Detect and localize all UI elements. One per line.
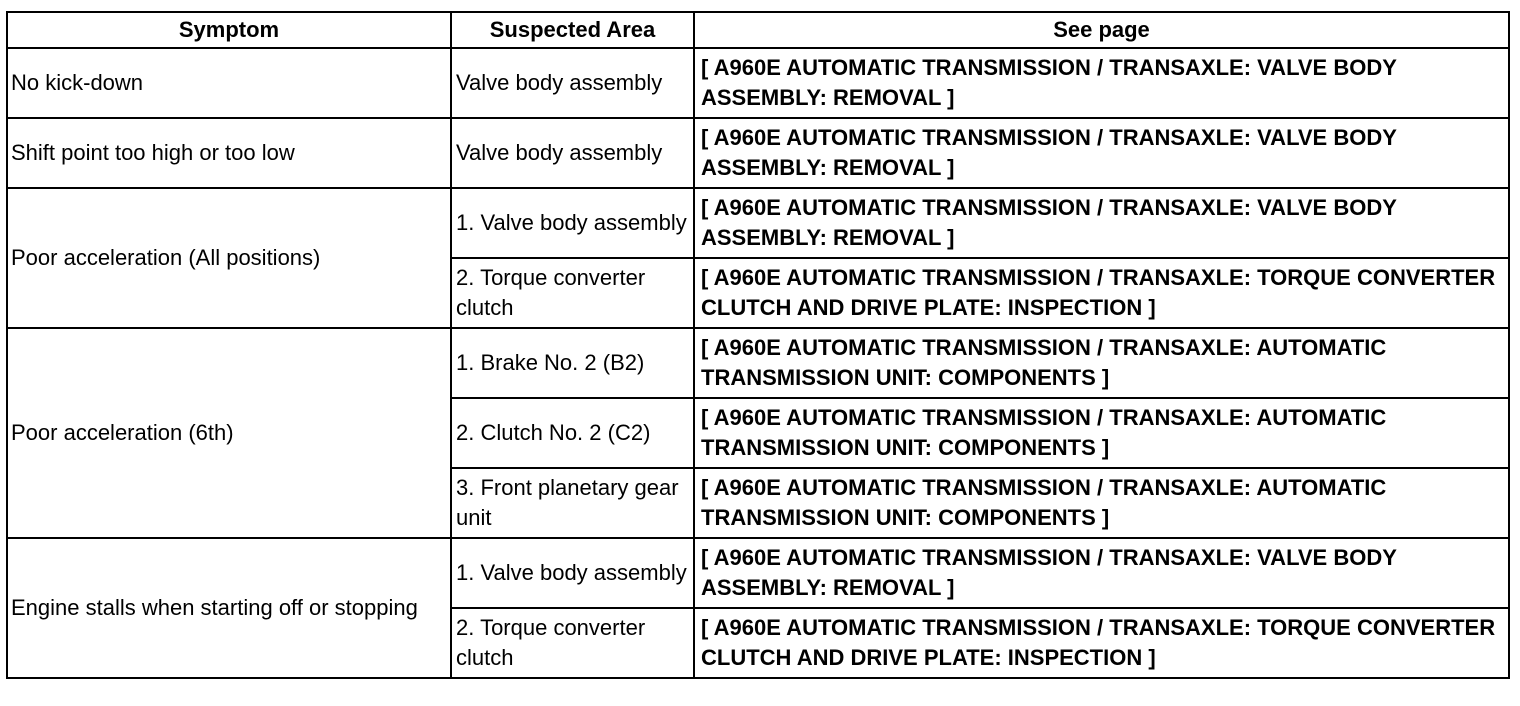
table-row	[7, 118, 1509, 188]
area-cell: 2. Clutch No. 2 (C2)	[451, 398, 694, 468]
header-suspected-area: Suspected Area	[451, 12, 694, 48]
area-cell: 1. Valve body assembly	[451, 188, 694, 258]
area-cell: Valve body assembly	[451, 48, 694, 118]
symptom-cell: No kick-down	[7, 48, 451, 118]
page-link[interactable]: [ A960E AUTOMATIC TRANSMISSION / TRANSAXLE: VALVE BODY ASSEMBLY: REMOVAL ]	[694, 538, 1509, 608]
area-cell: 3. Front planetary gear unit	[451, 468, 694, 538]
page-link[interactable]: [ A960E AUTOMATIC TRANSMISSION / TRANSAXLE: VALVE BODY ASSEMBLY: REMOVAL ]	[694, 48, 1509, 118]
area-cell: 1. Brake No. 2 (B2)	[451, 328, 694, 398]
area-cell: Valve body assembly	[451, 118, 694, 188]
page-link[interactable]: [ A960E AUTOMATIC TRANSMISSION / TRANSAXLE: TORQUE CONVERTER CLUTCH AND DRIVE PLATE: INSPECTION ]	[694, 258, 1509, 328]
table-row	[7, 328, 1509, 398]
area-cell: 2. Torque converter clutch	[451, 258, 694, 328]
page-link[interactable]: [ A960E AUTOMATIC TRANSMISSION / TRANSAXLE: AUTOMATIC TRANSMISSION UNIT: COMPONENTS ]	[694, 398, 1509, 468]
page-link[interactable]: [ A960E AUTOMATIC TRANSMISSION / TRANSAXLE: VALVE BODY ASSEMBLY: REMOVAL ]	[694, 118, 1509, 188]
header-symptom: Symptom	[7, 12, 451, 48]
page-link[interactable]: [ A960E AUTOMATIC TRANSMISSION / TRANSAXLE: VALVE BODY ASSEMBLY: REMOVAL ]	[694, 188, 1509, 258]
symptom-cell: Shift point too high or too low	[7, 118, 451, 188]
symptom-cell: Engine stalls when starting off or stopping	[7, 538, 451, 678]
area-cell: 2. Torque converter clutch	[451, 608, 694, 678]
table-row	[7, 538, 1509, 608]
table-row	[7, 188, 1509, 258]
table-row	[7, 48, 1509, 118]
area-cell: 1. Valve body assembly	[451, 538, 694, 608]
symptom-table	[6, 11, 1510, 679]
page-link[interactable]: [ A960E AUTOMATIC TRANSMISSION / TRANSAXLE: AUTOMATIC TRANSMISSION UNIT: COMPONENTS ]	[694, 328, 1509, 398]
header-see-page: See page	[694, 12, 1509, 48]
page-link[interactable]: [ A960E AUTOMATIC TRANSMISSION / TRANSAXLE: TORQUE CONVERTER CLUTCH AND DRIVE PLATE: INSPECTION ]	[694, 608, 1509, 678]
page-link[interactable]: [ A960E AUTOMATIC TRANSMISSION / TRANSAXLE: AUTOMATIC TRANSMISSION UNIT: COMPONENTS ]	[694, 468, 1509, 538]
header-row	[7, 12, 1509, 48]
table-wrapper	[6, 11, 1510, 679]
symptom-cell: Poor acceleration (6th)	[7, 328, 451, 538]
symptom-cell: Poor acceleration (All positions)	[7, 188, 451, 328]
